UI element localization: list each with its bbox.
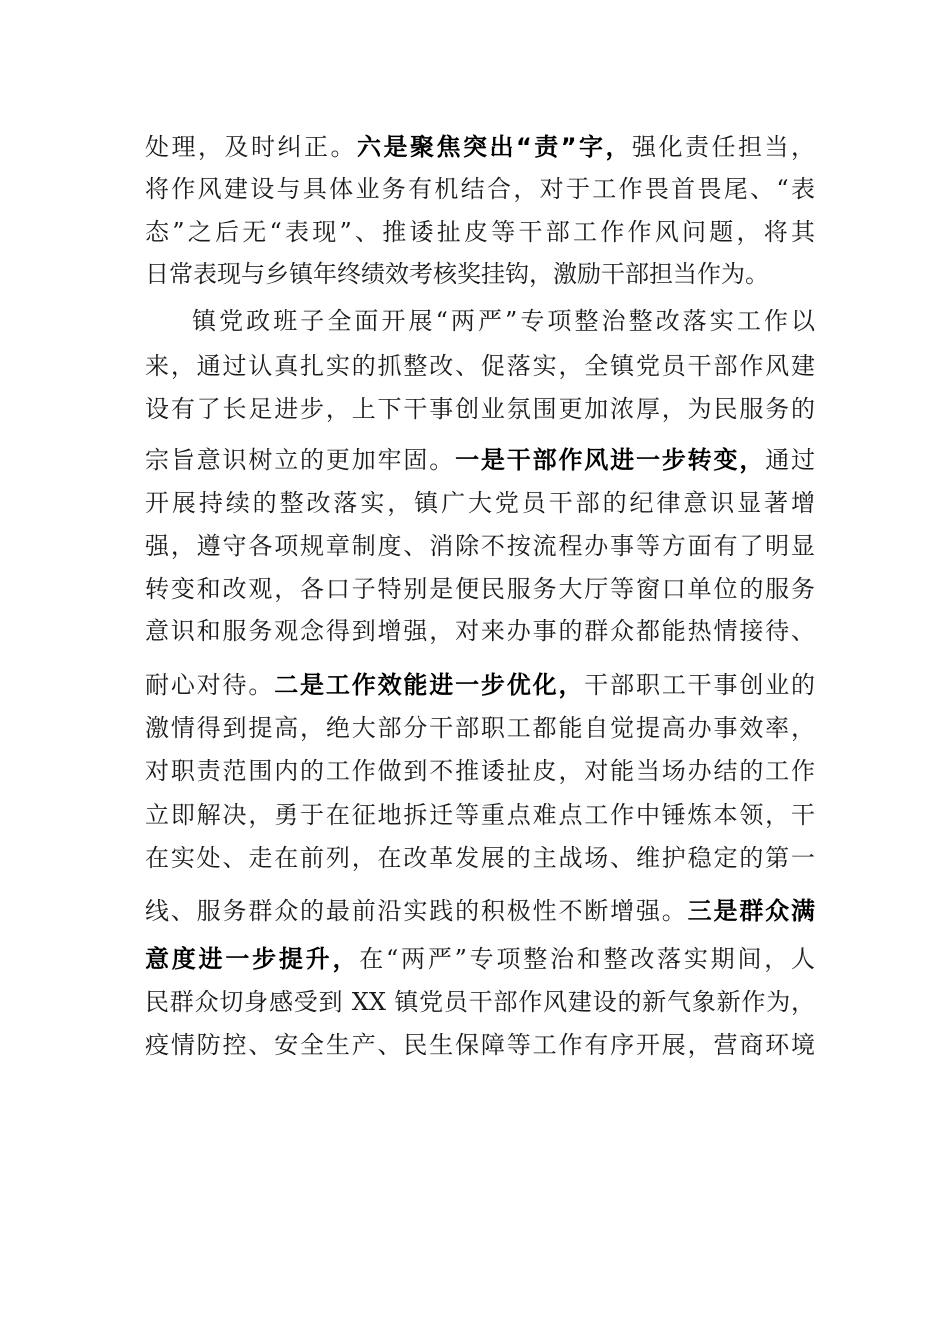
text-line	[145, 611, 815, 651]
text-line	[145, 254, 815, 294]
text-line	[145, 169, 815, 209]
text-line	[145, 440, 815, 480]
text-line	[145, 526, 815, 566]
text-run: 干部职工干事创业的	[584, 671, 816, 699]
bold-heading-run: 三是群众满	[687, 897, 816, 925]
text-run: 日常表现与乡镇年终绩效考核奖挂钩，激励干部担当作为。	[145, 260, 769, 288]
text-run: 耐心对待。	[145, 671, 275, 699]
text-run: 通过	[765, 446, 816, 474]
text-run: 处理，及时纠正。	[145, 133, 357, 161]
text-run: 将作风建设与具体业务有机结合，对于工作畏首畏尾、“表	[145, 175, 815, 203]
text-line	[145, 665, 815, 705]
bold-heading-run: 一是干部作风进一步转变，	[455, 446, 766, 474]
text-run: 来，通过认真扎实的抓整改、促落实，全镇党员干部作风建	[145, 352, 815, 380]
text-run: 设有了长足进步，上下干事创业氛围更加浓厚，为民服务的	[145, 395, 815, 423]
text-run: 线、服务群众的最前沿实践的积极性不断增强。	[145, 897, 688, 925]
text-run: 激情得到提高，绝大部分干部职工都能自觉提高办事效率，	[145, 714, 815, 742]
text-line	[145, 569, 815, 609]
text-line	[145, 483, 815, 523]
bold-heading-run: 意度进一步提升，	[145, 945, 360, 973]
text-line	[145, 1025, 815, 1065]
text-run: 疫情防控、安全生产、民生保障等工作有序开展，营商环境	[145, 1031, 815, 1059]
text-line	[192, 301, 815, 341]
text-line	[145, 939, 815, 979]
text-run: 对职责范围内的工作做到不推诿扯皮，对能当场办结的工作	[145, 757, 815, 785]
text-line	[145, 891, 815, 931]
text-line	[145, 751, 815, 791]
text-run: 态”之后无“表现”、推诿扯皮等干部工作作风问题，将其	[145, 218, 815, 246]
text-run: 宗旨意识树立的更加牢固。	[145, 446, 456, 474]
text-run: 在实处、走在前列，在改革发展的主战场、维护稳定的第一	[145, 844, 815, 872]
text-line	[145, 795, 815, 835]
text-line	[145, 708, 815, 748]
text-run: 转变和改观，各口子特别是便民服务大厅等窗口单位的服务	[145, 575, 815, 603]
text-line	[145, 346, 815, 386]
text-line	[145, 389, 815, 429]
text-run: 强，遵守各项规章制度、消除不按流程办事等方面有了明显	[145, 532, 815, 560]
bold-heading-run: 二是工作效能进一步优化，	[274, 671, 585, 699]
text-run: 在“两严”专项整治和整改落实期间，人	[359, 945, 816, 973]
text-line	[145, 127, 815, 167]
text-run: 民群众切身感受到 XX 镇党员干部作风建设的新气象新作为，	[145, 988, 815, 1016]
text-run: 立即解决，勇于在征地拆迁等重点难点工作中锤炼本领，干	[145, 801, 815, 829]
text-line	[145, 838, 815, 878]
text-line	[145, 212, 815, 252]
bold-heading-run: 六是聚焦突出“责”字，	[356, 133, 633, 161]
text-run: 强化责任担当，	[632, 133, 816, 161]
text-run: 意识和服务观念得到增强，对来办事的群众都能热情接待、	[145, 617, 815, 645]
text-run: 开展持续的整改落实，镇广大党员干部的纪律意识显著增	[145, 489, 815, 517]
text-line	[145, 982, 815, 1022]
text-run: 镇党政班子全面开展“两严”专项整治整改落实工作以	[192, 307, 815, 335]
